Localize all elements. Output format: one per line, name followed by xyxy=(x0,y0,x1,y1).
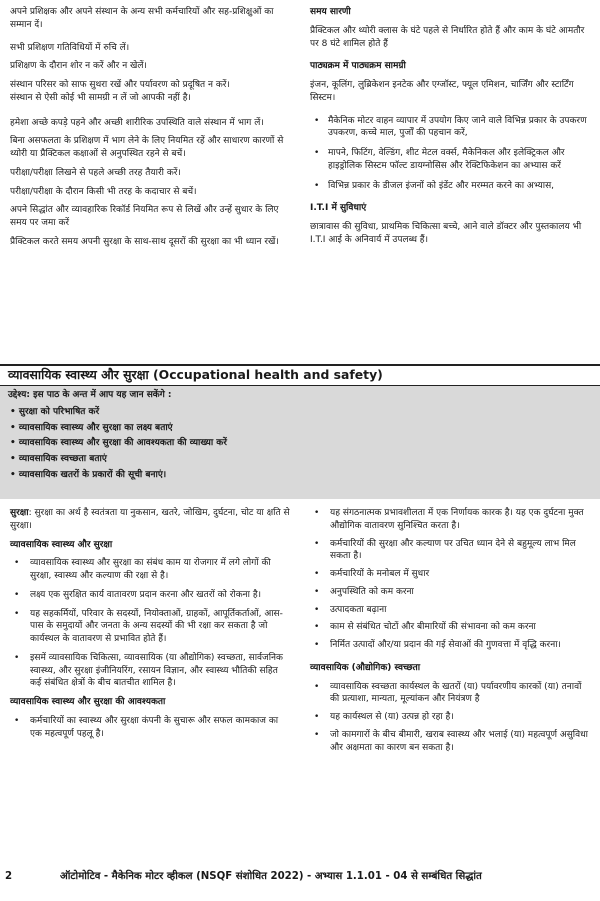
objective-item: • सुरक्षा को परिभाषित करें xyxy=(8,406,592,419)
list-item: • इसमें व्यावसायिक चिकित्सा, व्यावसायिक (या औद्योगिक) स्वच्छता, सार्वजनिक स्वास्थ्य, और सुरक्षा इंजीनियरिंग, रसायन विज्ञान, और स्वास्थ्य भौतिकी सहित कई संबंधित क्षेत्रों के बीच बातचीत शामिल है। xyxy=(10,652,292,690)
list-item: • मैकेनिक मोटर वाहन व्यापार में उपयोग किए जाने वाले विभिन्न प्रकार के उपकरण उपकरण, कच्चे माल, पुर्जों की पहचान करें, xyxy=(310,115,592,141)
page-number: 2 xyxy=(5,871,13,882)
list-item: • अनुपस्थिति को कम करना xyxy=(310,586,592,599)
hygiene-list xyxy=(310,681,592,755)
footer-title: ऑटोमोटिव - मैकेनिक मोटर व्हीकल (NSQF संशोधित 2022) - अभ्यास 1.1.01 - 04 से सम्बंधित सिद्धांत xyxy=(60,871,482,882)
iti-text: छात्रावास की सुविधा, प्राथमिक चिकित्सा बच्चे, आने वाले डॉक्टर और पुस्तकालय भी I.T.I आई के अनिवार्य में उपलब्ध हैं। xyxy=(310,222,582,245)
section-title-bar: व्यावसायिक स्वास्थ्य और सुरक्षा (Occupational health and safety) xyxy=(0,364,600,386)
iti-heading: I.T.I में सुविधाएं xyxy=(310,203,367,214)
rule-records: अपने सिद्धांत और व्यावहारिक रिकॉर्ड नियमित रूप से लिखें और उन्हें सुधार के लिए समय पर जमा करें xyxy=(10,205,279,229)
list-item: • उत्पादकता बढ़ाना xyxy=(310,604,592,617)
ohs-heading: व्यावसायिक स्वास्थ्य और सुरक्षा xyxy=(10,539,113,550)
list-item: • मापने, फिटिंग, वेल्डिंग, शीट मेटल वर्क्स, मैकेनिकल और इलेक्ट्रिकल और हाइड्रोलिक सिस्टम फॉल्ट डायग्नोसिस और रेक्टिफिकेशन का अभ्यास करें xyxy=(310,147,592,173)
rule-respect: अपने प्रशिक्षक और अपने संस्थान के अन्य सभी कर्मचारियों और सह-प्रशिक्षुओं का सम्मान दें। xyxy=(10,7,274,30)
list-item: • विभिन्न प्रकार के डीजल इंजनों को इंडेंट और मरम्मत करने का अभ्यास, xyxy=(310,180,592,193)
objectives-intro: उद्देश्य: इस पाठ के अन्त में आप यह जान सकेंगे : xyxy=(8,390,172,400)
list-item: • कर्मचारियों के मनोबल में सुधार xyxy=(310,568,592,581)
objective-item: • व्यावसायिक स्वास्थ्य और सुरक्षा की आवश्यकता की व्याख्या करें xyxy=(8,437,592,450)
list-item: • व्यावसायिक स्वच्छता कार्यस्थल के खतरों (या) पर्यावरणीय कारकों (या) तनावों की प्रत्याशा, मान्यता, मूल्यांकन और नियंत्रण है xyxy=(310,681,592,707)
list-item: • कर्मचारियों की सुरक्षा और कल्याण पर उचित ध्यान देने से बहुमूल्य लाभ मिल सकता है। xyxy=(310,538,592,564)
rule-interest: सभी प्रशिक्षण गतिविधियों में रुचि लें। xyxy=(10,42,130,53)
list-item: • यह सहकर्मियों, परिवार के सदस्यों, नियोक्ताओं, ग्राहकों, आपूर्तिकर्ताओं, आस-पास के समुदायों और जनता के अन्य सदस्यों की भी रक्षा कर सकता है जो कार्यस्थल के वातावरण से प्रभावित होते हैं। xyxy=(10,608,292,646)
list-item: • यह कार्यस्थल से (या) उत्पन्न हो रहा है। xyxy=(310,711,592,724)
left-bottom-column xyxy=(10,507,292,746)
need-heading: व्यावसायिक स्वास्थ्य और सुरक्षा की आवश्यकता xyxy=(10,697,166,708)
rule-no-noise: प्रशिक्षण के दौरान शोर न करें और न खेलें। xyxy=(10,61,147,72)
benefits-list xyxy=(310,507,592,652)
rule-no-taking: संस्थान से ऐसी कोई भी सामग्री न लें जो आपकी नहीं है। xyxy=(10,92,191,103)
rule-regular: बिना असफलता के प्रशिक्षण में भाग लेने के लिए नियमित रहें और साधारण कारणों से थ्योरी या प्रैक्टिकल कक्षाओं से अनुपस्थित रहने से बचें। xyxy=(10,136,284,160)
need-list xyxy=(10,715,292,741)
objective-item: • व्यावसायिक स्वच्छता बताएं xyxy=(8,453,592,466)
rule-no-malpractice: परीक्षा/परीक्षा के दौरान किसी भी तरह के कदाचार से बचें। xyxy=(10,186,197,197)
list-item: • यह संगठनात्मक प्रभावशीलता में एक निर्णायक कारक है। यह एक दुर्घटना मुक्त औद्योगिक वातावरण सुनिश्चित करता है। xyxy=(310,507,592,533)
timetable-text: प्रैक्टिकल और थ्योरी क्लास के घंटे पहले से निर्धारित होते हैं और काम के घंटे आमतौर पर 8 घंटे शामिल होते हैं xyxy=(310,25,585,49)
list-item: • निर्मित उत्पादों और/या प्रदान की गई सेवाओं की गुणवत्ता में वृद्धि करना। xyxy=(310,639,592,652)
list-item: • कर्मचारियों का स्वास्थ्य और सुरक्षा कंपनी के सुचारू और सफल कामकाज का एक महत्वपूर्ण पहलू है। xyxy=(10,715,292,741)
ohs-list xyxy=(10,557,292,690)
right-bottom-column xyxy=(310,507,592,760)
objectives-list xyxy=(8,406,592,482)
safety-definition-text: : सुरक्षा का अर्थ है स्वतंत्रता या नुकसान, खतरे, जोखिम, दुर्घटना, चोट या क्षति से सुरक्षा। xyxy=(10,508,290,531)
page-footer xyxy=(0,866,600,888)
rule-prepare: परीक्षा/परीक्षा लिखने से पहले अच्छी तरह तैयारी करें। xyxy=(10,167,181,178)
objective-item: • व्यावसायिक स्वास्थ्य और सुरक्षा का लक्ष्य बताएं xyxy=(8,422,592,435)
syllabus-heading: पाठ्यक्रम में पाठ्यक्रम सामग्री xyxy=(310,61,406,72)
hygiene-heading: व्यावसायिक (औद्योगिक) स्वच्छता xyxy=(310,662,421,673)
rule-dress: हमेशा अच्छे कपड़े पहने और अच्छी शारीरिक उपस्थिति वाले संस्थान में भाग लें। xyxy=(10,117,264,128)
timetable-heading: समय सारणी xyxy=(310,7,351,17)
objectives-box xyxy=(0,386,600,499)
safety-definition xyxy=(10,507,292,533)
list-item: • व्यावसायिक स्वास्थ्य और सुरक्षा का संबंध काम या रोजगार में लगे लोगों की सुरक्षा, स्वास्थ्य और कल्याण की रक्षा से है। xyxy=(10,557,292,583)
rule-clean-campus: संस्थान परिसर को साफ सुथरा रखें और पर्यावरण को प्रदूषित न करें। xyxy=(10,80,230,91)
right-top-column xyxy=(310,6,592,257)
syllabus-list xyxy=(310,115,592,193)
list-item: • जो कामगारों के बीच बीमारी, खराब स्वास्थ्य और भलाई (या) महत्वपूर्ण असुविधा और अक्षमता का कारण बन सकता है। xyxy=(310,729,592,755)
objective-item: • व्यावसायिक खतरों के प्रकारों की सूची बनाएं। xyxy=(8,469,592,482)
rule-safety: प्रैक्टिकल करते समय अपनी सुरक्षा के साथ-साथ दूसरों की सुरक्षा का भी ध्यान रखें। xyxy=(10,236,279,247)
syllabus-text: इंजन, कूलिंग, लुब्रिकेशन इनटेक और एग्जॉस्ट, फ्यूल एमिशन, चार्जिंग और स्टार्टिंग सिस्टम। xyxy=(310,80,574,103)
list-item: • काम से संबंधित चोटों और बीमारियों की संभावना को कम करना xyxy=(310,621,592,634)
list-item: • लक्ष्य एक सुरक्षित कार्य वातावरण प्रदान करना और खतरों को रोकना है। xyxy=(10,589,292,602)
safety-label: सुरक्षा xyxy=(10,508,29,518)
left-top-column xyxy=(10,6,290,255)
